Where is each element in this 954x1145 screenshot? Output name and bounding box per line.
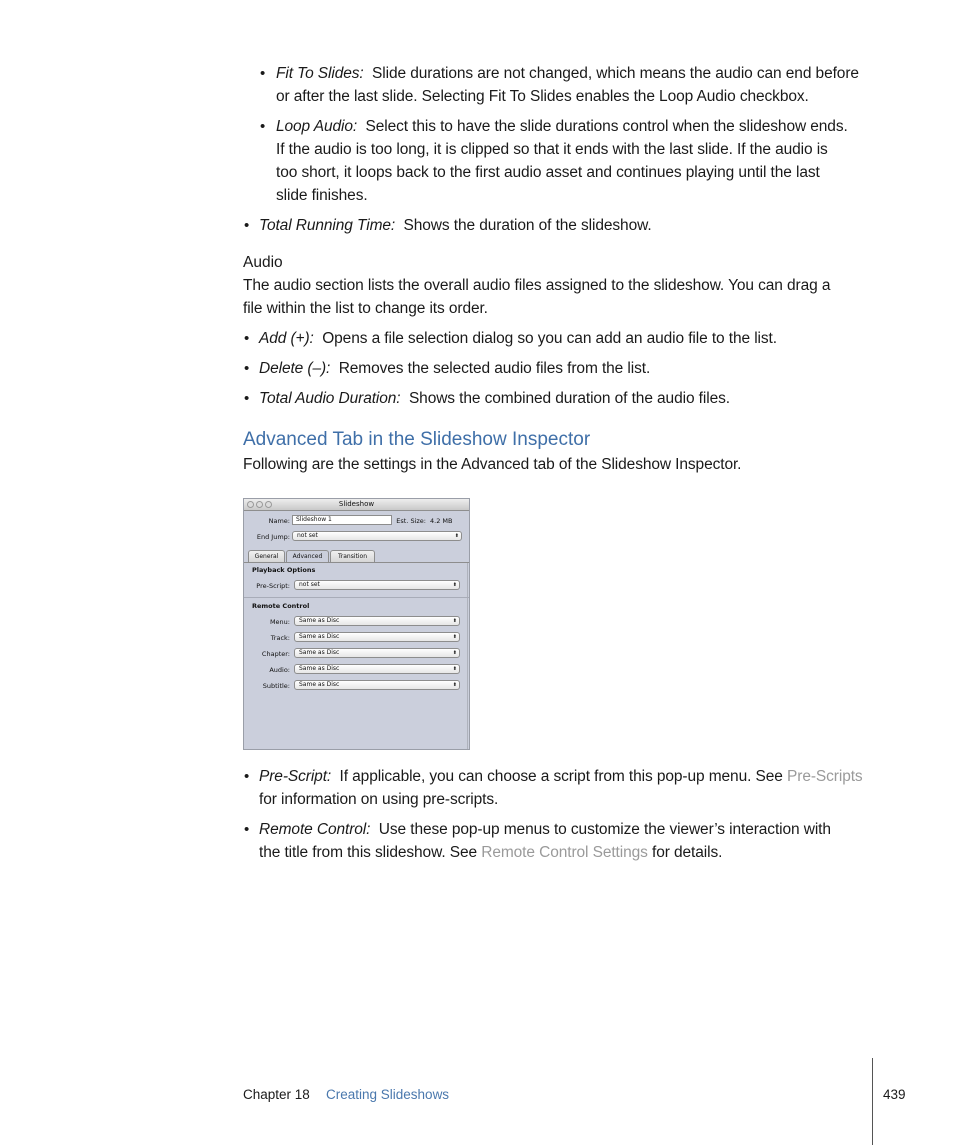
name-field[interactable]: Slideshow 1: [292, 515, 392, 525]
popup-arrow-icon: ⬍: [452, 682, 457, 688]
popup-arrow-icon: ⬍: [452, 650, 457, 656]
bullet-dot: •: [244, 360, 250, 377]
remote-subtitle-label: Subtitle:: [262, 682, 290, 690]
window-title: Slideshow: [338, 500, 375, 508]
remote-menu-value: Same as Disc: [299, 617, 340, 624]
remote-audio-label: Audio:: [269, 666, 290, 674]
bullet-text: Slide durations are not changed, which means the audio can end before: [372, 65, 859, 82]
tab-advanced[interactable]: Advanced: [286, 550, 329, 562]
prescript-popup[interactable]: [294, 580, 460, 590]
bullet-term: Delete (–):: [259, 360, 331, 377]
audio-intro-line: The audio section lists the overall audio files assigned to the slideshow. You can drag a: [243, 277, 831, 294]
bullet-fit-to-slides: [276, 62, 896, 108]
page-number: 439: [883, 1087, 906, 1102]
bullet-text: too short, it loops back to the first audio asset and continues playing until the last: [276, 164, 820, 181]
bullet-text: or after the last slide. Selecting Fit To Slides enables the Loop Audio checkbox.: [276, 88, 809, 105]
remote-track-popup[interactable]: [294, 632, 460, 642]
remote-subtitle-popup[interactable]: [294, 680, 460, 690]
pre-scripts-link[interactable]: Pre-Scripts: [787, 768, 863, 785]
section-heading: Advanced Tab in the Slideshow Inspector: [243, 429, 591, 450]
bullet-text: Select this to have the slide durations control when the slideshow ends.: [365, 118, 848, 135]
bullet-text: the title from this slideshow. See: [259, 844, 478, 861]
end-jump-popup[interactable]: [292, 531, 462, 541]
window-titlebar: [244, 499, 469, 511]
name-label: Name:: [268, 517, 290, 525]
playback-options-heading: Playback Options: [252, 566, 316, 574]
bullet-loop-audio: [276, 115, 896, 207]
group-divider: [244, 597, 469, 598]
est-size-value: 4.2 MB: [430, 517, 453, 525]
bullet-text: If the audio is too long, it is clipped so that it ends with the last slide. If the audio is: [276, 141, 828, 158]
bullet-add: [259, 327, 899, 350]
bullet-pre-script: [259, 765, 909, 811]
prescript-value: not set: [299, 581, 320, 588]
remote-chapter-label: Chapter:: [261, 650, 290, 658]
footer-chapter: Chapter 18: [243, 1087, 310, 1102]
bullet-term: Total Running Time:: [259, 217, 396, 234]
section-intro: Following are the settings in the Advanced tab of the Slideshow Inspector.: [243, 456, 742, 473]
remote-chapter-popup[interactable]: [294, 648, 460, 658]
footer-chapter-title[interactable]: Creating Slideshows: [326, 1087, 450, 1102]
bullet-text: for information on using pre-scripts.: [259, 791, 499, 808]
audio-heading: Audio: [243, 254, 283, 271]
bullet-term: Pre-Script:: [259, 768, 332, 785]
tab-general[interactable]: General: [248, 550, 285, 562]
bullet-text: Shows the combined duration of the audio files.: [408, 390, 730, 407]
bullet-dot: •: [260, 118, 266, 135]
bullet-text: for details.: [652, 844, 723, 861]
bullet-term: Fit To Slides:: [276, 65, 364, 82]
bullet-term: Total Audio Duration:: [259, 390, 401, 407]
bullet-dot: •: [244, 390, 250, 407]
remote-audio-popup[interactable]: [294, 664, 460, 674]
bullet-delete: [259, 357, 899, 380]
bullet-text: slide finishes.: [276, 187, 368, 204]
est-size-label: Est. Size:: [396, 517, 426, 525]
end-jump-value: not set: [297, 532, 318, 539]
audio-intro-line: file within the list to change its order.: [243, 300, 488, 317]
bullet-dot: •: [244, 217, 250, 234]
tab-divider: [244, 562, 469, 563]
tab-transition[interactable]: Transition: [330, 550, 375, 562]
prescript-label: Pre-Script:: [256, 582, 290, 590]
popup-arrow-icon: ⬍: [452, 618, 457, 624]
slideshow-inspector-screenshot: [243, 498, 470, 750]
remote-subtitle-value: Same as Disc: [299, 681, 340, 688]
bullet-dot: •: [260, 65, 266, 82]
bullet-term: Loop Audio:: [276, 118, 358, 135]
bullet-dot: •: [244, 768, 250, 785]
bullet-text: Use these pop-up menus to customize the viewer’s interaction with: [378, 821, 831, 838]
remote-control-heading: Remote Control: [252, 602, 310, 610]
popup-arrow-icon: ⬍: [452, 666, 457, 672]
remote-track-value: Same as Disc: [299, 633, 340, 640]
footer-rule: [872, 1058, 873, 1145]
bullet-term: Add (+):: [259, 330, 314, 347]
popup-arrow-icon: ⬍: [454, 533, 459, 539]
bullet-term: Remote Control:: [259, 821, 371, 838]
remote-audio-value: Same as Disc: [299, 665, 340, 672]
bullet-text: Removes the selected audio files from the list.: [338, 360, 651, 377]
bullet-text: If applicable, you can choose a script from this pop-up menu. See: [339, 768, 783, 785]
bullet-text: Shows the duration of the slideshow.: [403, 217, 652, 234]
remote-menu-label: Menu:: [269, 618, 290, 626]
bullet-total-audio-duration: [259, 387, 899, 410]
popup-arrow-icon: ⬍: [452, 582, 457, 588]
remote-control-settings-link[interactable]: Remote Control Settings: [481, 844, 648, 861]
audio-intro: [243, 274, 893, 320]
end-jump-label: End Jump:: [256, 533, 290, 541]
remote-menu-popup[interactable]: [294, 616, 460, 626]
bullet-remote-control: [259, 818, 909, 864]
popup-arrow-icon: ⬍: [452, 634, 457, 640]
remote-track-label: Track:: [270, 634, 290, 642]
bullet-dot: •: [244, 330, 250, 347]
bullet-dot: •: [244, 821, 250, 838]
panel-edge: [467, 563, 468, 749]
bullet-text: Opens a file selection dialog so you can add an audio file to the list.: [322, 330, 777, 347]
bullet-total-running-time: [259, 214, 899, 237]
remote-chapter-value: Same as Disc: [299, 649, 340, 656]
